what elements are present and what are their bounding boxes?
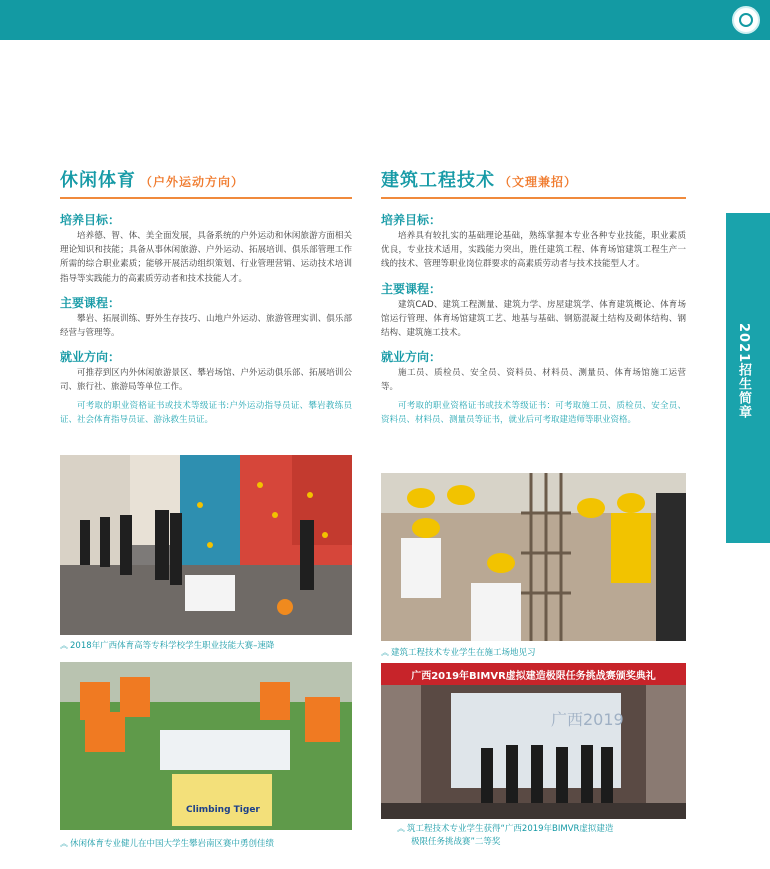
title-underline	[60, 197, 352, 199]
job-text: 施工员、质检员、安全员、资料员、材料员、测量员、体育场馆施工运营等。	[381, 368, 686, 393]
side-tab-label: 2021招生简章	[736, 323, 751, 420]
course-heading: 主要课程：	[381, 281, 442, 296]
leisure-sports-section	[60, 168, 352, 427]
goal-heading: 培养目标：	[60, 213, 121, 227]
section-subtitle: （文理兼招）	[499, 175, 578, 189]
photo-caption: ︽ 筑工程技术专业学生获得“广西2019年BIMVR虚拟建造 极限任务挑战赛”二等奖	[397, 824, 614, 847]
banner-text: 广西2019年BIMVR虚拟建造极限任务挑战赛颁奖典礼	[411, 671, 656, 682]
section-title	[60, 168, 352, 195]
school-logo-icon	[732, 6, 760, 34]
chevron-up-icon: ︽	[381, 648, 389, 657]
chevron-up-icon: ︽	[60, 839, 68, 848]
section-title-text: 休闲体育	[60, 170, 136, 191]
construction-section	[381, 168, 686, 427]
header-bar	[0, 0, 770, 40]
climbing-gym-photo	[60, 455, 352, 635]
photo-caption: ︽ 休闲体育专业健儿在中国大学生攀岩南区赛中勇创佳绩	[60, 839, 275, 849]
section-title	[381, 168, 686, 195]
photo-caption: ︽ 建筑工程技术专业学生在施工场地见习	[381, 648, 536, 658]
section-subtitle: （户外运动方向）	[140, 175, 245, 189]
goal-text: 培养具有较扎实的基础理论基础，熟练掌握本专业各种专业技能，职业素质优良，专业技术适用，实践能力突出，胜任建筑工程、体育场馆建筑工程生产一线的技术、管理等职业岗位群要求的高素质劳动者与技术技能型人才。	[381, 231, 686, 270]
job-heading: 就业方向：	[60, 350, 121, 365]
photo-caption: ︽ 2018年广西体育高等专科学校学生职业技能大赛–速降	[60, 641, 275, 651]
cert-text: 可考取的职业资格证书或技术等级证书:户外运动指导员证、攀岩教练员证、社会体育指导员证、游泳救生员证。	[60, 400, 352, 425]
course-text: 建筑CAD、建筑工程测量、建筑力学、房屋建筑学、体育建筑概论、体育场馆运行管理、体育场馆建筑工艺、地基与基础、钢筋混凝土结构及砌体结构、钢结构、建筑施工技术。	[381, 299, 686, 339]
chevron-up-icon: ︽	[397, 824, 405, 833]
job-heading: 就业方向：	[381, 350, 442, 365]
chevron-up-icon: ︽	[60, 641, 68, 650]
award-ceremony-photo	[381, 663, 686, 819]
construction-site-photo	[381, 473, 686, 641]
title-underline	[381, 197, 686, 199]
climbing-team-photo	[60, 662, 352, 830]
section-title-text: 建筑工程技术	[381, 170, 495, 191]
screen-text: 广西2019	[551, 710, 624, 729]
cert-text: 可考取的职业资格证书或技术等级证书：可考取施工员、质检员、安全员、资料员、材料员、测量员等证书，就业后可考取建造师等职业资格。	[381, 400, 686, 425]
side-tab	[726, 213, 770, 543]
flag-text: Climbing Tiger	[186, 805, 260, 815]
course-text: 攀岩、拓展训练、野外生存技巧、山地户外运动、旅游管理实训、俱乐部经营与管理等。	[60, 313, 352, 339]
course-heading: 主要课程：	[60, 295, 121, 310]
goal-text: 培养德、智、体、美全面发展，具备系统的户外运动和休闲旅游方面相关理论知识和技能；具备从事休闲旅游、户外运动、拓展培训、俱乐部管理工作所需的综合职业素质；能够开展活动组织策划、行业管理营销、运动技术培训指导等实践能力的高素质劳动者和技术技能人才。	[60, 231, 352, 284]
job-text: 可推荐到区内外休闲旅游景区、攀岩场馆、户外运动俱乐部、拓展培训公司、旅行社、旅游局等单位工作。	[60, 368, 352, 393]
goal-heading: 培养目标：	[381, 213, 442, 227]
